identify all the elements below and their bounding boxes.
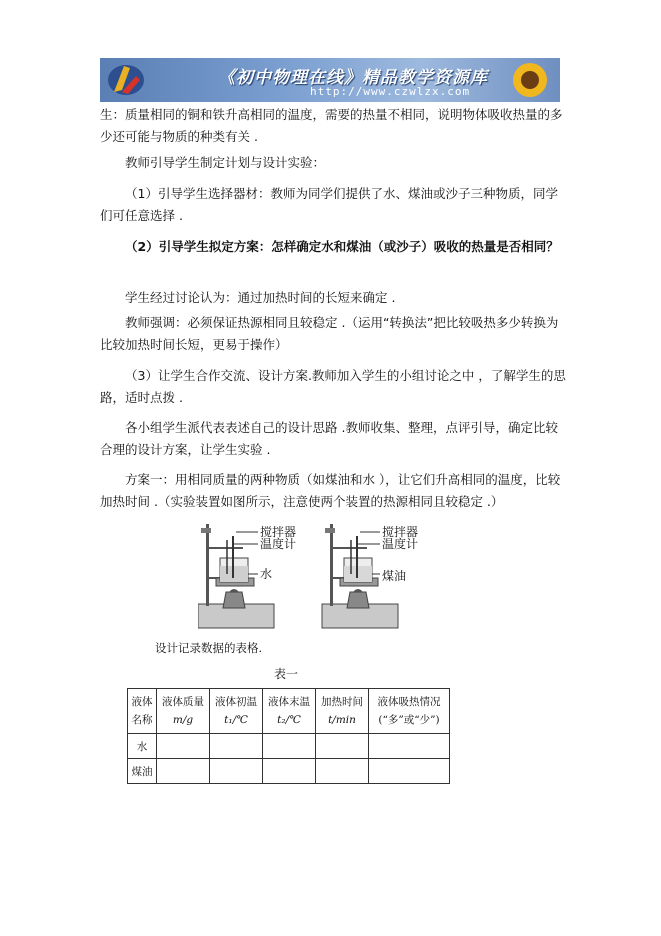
label-kerosene: 煤油 (382, 569, 407, 583)
header-cell: 液体质量 m/g (157, 689, 210, 734)
apparatus-kerosene (322, 524, 418, 628)
paragraph-step-1: （1）引导学生选择器材：教师为同学们提供了水、煤油或沙子三种物质，同学们可任意选择 . (100, 186, 558, 223)
apparatus-water (198, 524, 296, 628)
header-cell: 液体吸热情况 (“多”或“少”) (369, 689, 450, 734)
label-stirrer-right: 搅拌器 (382, 525, 419, 539)
sunflower-icon (510, 60, 550, 100)
paragraph-discussion: 学生经过讨论认为：通过加热时间的长短来确定 . (125, 290, 396, 305)
table-cell (157, 759, 210, 784)
experiment-figure (198, 518, 438, 636)
table-title: 表一 (274, 667, 299, 681)
label-stirrer-left: 搅拌器 (260, 525, 297, 539)
label-water: 水 (260, 567, 273, 581)
table-cell (210, 759, 263, 784)
row-label-kerosene: 煤油 (128, 759, 157, 784)
label-thermometer-right: 温度计 (382, 537, 419, 551)
paragraph-group-report: 各小组学生派代表表述自己的设计思路 .教师收集、整理，点评引导，确定比较合理的设计方案，让学生实验 . (100, 420, 558, 457)
logo-icon (106, 62, 146, 98)
header-cell: 液体 名称 (128, 689, 157, 734)
paragraph-step-2: （2）引导学生拟定方案：怎样确定水和煤油（或沙子）吸收的热量是否相同？ (125, 239, 559, 254)
header-url: http://www.czwlzx.com (310, 85, 471, 98)
table-cell (316, 759, 369, 784)
table-cell (157, 734, 210, 759)
paragraph-student-answer: 生：质量相同的铜和铁升高相同的温度，需要的热量不相同，说明物体吸收热量的多少还可能与物质的种类有关 . (100, 107, 563, 144)
paragraph-teacher-guide: 教师引导学生制定计划与设计实验： (125, 155, 326, 170)
table-cell (263, 734, 316, 759)
header-cell: 液体末温 t₂/℃ (263, 689, 316, 734)
table-header-row (128, 689, 450, 734)
paragraph-teacher-emphasis: 教师强调：必须保证热源相同且较稳定 .（运用“转换法”把比较吸热多少转换为比较加热时间长短，更易于操作） (100, 315, 559, 352)
table-cell (316, 734, 369, 759)
paragraph-plan-one: 方案一：用相同质量的两种物质（如煤油和水 ），让它们升高相同的温度，比较加热时间 .（实验装置如图所示，注意使两个装置的热源相同且较稳定 .） (100, 472, 561, 509)
header-banner (100, 58, 560, 102)
header-cell: 加热时间 t/min (316, 689, 369, 734)
record-table (127, 688, 450, 784)
row-label-water: 水 (128, 734, 157, 759)
header-cell: 液体初温 t₁/℃ (210, 689, 263, 734)
paragraph-step-3: （3）让学生合作交流、设计方案.教师加入学生的小组讨论之中 ，了解学生的思路，适时点拨 . (100, 368, 566, 405)
label-thermometer-left: 温度计 (260, 537, 297, 551)
figure-caption: 设计记录数据的表格. (155, 641, 263, 655)
table-cell (210, 734, 263, 759)
table-row (128, 759, 450, 784)
table-cell (369, 759, 450, 784)
table-row (128, 734, 450, 759)
header-title: 《初中物理在线》精品教学资源库 (218, 68, 488, 88)
table-cell (263, 759, 316, 784)
table-cell (369, 734, 450, 759)
